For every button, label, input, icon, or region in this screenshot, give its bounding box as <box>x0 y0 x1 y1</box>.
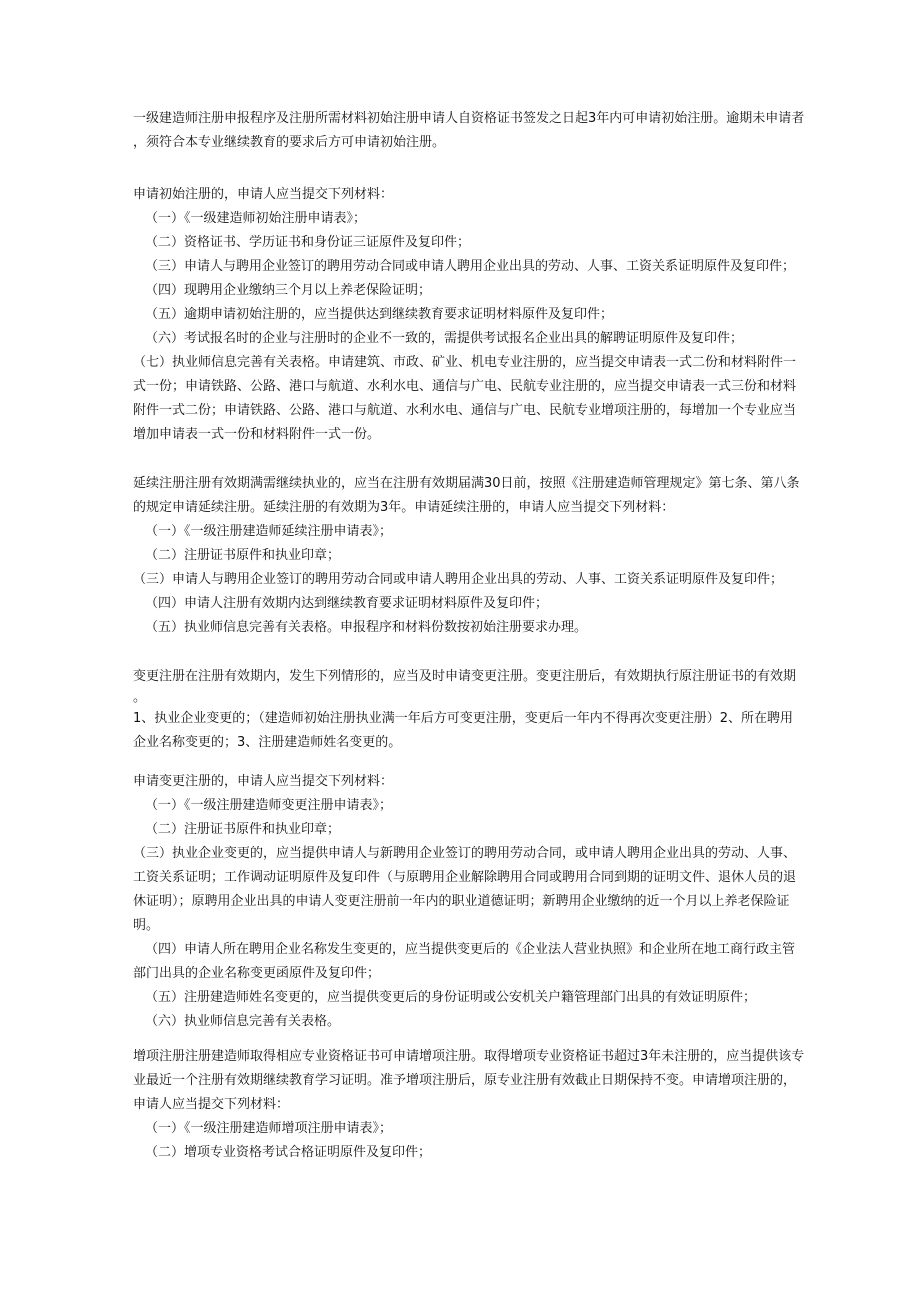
list-item: （六）考试报名时的企业与注册时的企业不一致的，需提供考试报名企业出具的解聘证明原件及复印件； <box>145 331 744 346</box>
text-line: ，须符合本专业继续教育的要求后方可申请初始注册。 <box>133 135 446 150</box>
change-materials-section <box>133 770 797 1034</box>
text-line: 增加申请表一式一份和材料附件一式一份。 <box>133 427 381 442</box>
text-line: 一级建造师注册申报程序及注册所需材料初始注册申请人自资格证书签发之日起3年内可申请初始注册。逾期未申请者 <box>133 111 805 126</box>
list-item: （七）执业师信息完善有关表格。申请建筑、市政、矿业、机电专业注册的，应当提交申请表一式二份和材料附件一 <box>133 355 797 370</box>
text-line: 的规定申请延续注册。延续注册的有效期为3年。申请延续注册的，申请人应当提交下列材料： <box>133 500 675 515</box>
list-item: （三）申请人与聘用企业签订的聘用劳动合同或申请人聘用企业出具的劳动、人事、工资关系证明原件及复印件； <box>145 259 796 274</box>
text-line: 增项注册注册建造师取得相应专业资格证书可申请增项注册。取得增项专业资格证书超过3年未注册的，应当提供该专 <box>133 1049 805 1064</box>
text-line: 式一份；申请铁路、公路、港口与航道、水利水电、通信与广电、民航专业注册的，应当提交申请表一式三份和材料 <box>133 379 797 394</box>
intro-paragraph <box>133 107 805 155</box>
list-item: （二）注册证书原件和执业印章； <box>145 548 341 563</box>
list-item: （四）申请人所在聘用企业名称发生变更的，应当提供变更后的《企业法人营业执照》和企业所在地工商行政主管 <box>145 942 796 957</box>
list-item: （二）注册证书原件和执业印章； <box>145 822 341 837</box>
text-line: 1、执业企业变更的；（建造师初始注册执业满一年后方可变更注册，变更后一年内不得再次变更注册）2、所在聘用 <box>133 711 794 726</box>
text-line: 申请人应当提交下列材料： <box>133 1097 290 1112</box>
section-heading: 申请初始注册的，申请人应当提交下列材料： <box>133 187 394 202</box>
text-line: 部门出具的企业名称变更函原件及复印件； <box>133 966 381 981</box>
list-item: （一）《一级注册建造师变更注册申请表》； <box>145 798 393 813</box>
list-item: （五）注册建造师姓名变更的，应当提供变更后的身份证明或公安机关户籍管理部门出具的有效证明原件； <box>145 990 757 1005</box>
list-item: （一）《一级注册建造师增项注册申请表》； <box>145 1121 393 1136</box>
text-line: 明。 <box>133 918 160 933</box>
renewal-section <box>133 472 800 640</box>
text-line: 休证明）；原聘用企业出具的申请人变更注册前一年内的职业道德证明；新聘用企业缴纳的近一个月以上养老保险证 <box>133 894 790 909</box>
text-line: 延续注册注册有效期满需继续执业的，应当在注册有效期届满30日前，按照《注册建造师管理规定》第七条、第八条 <box>133 476 800 491</box>
text-line: 附件一式二份；申请铁路、公路、港口与航道、水利水电、通信与广电、民航专业增项注册的，每增加一个专业应当 <box>133 403 797 418</box>
list-item: （二）增项专业资格考试合格证明原件及复印件； <box>145 1145 432 1160</box>
list-item: （一）《一级建造师初始注册申请表》； <box>145 211 367 226</box>
text-line: 变更注册在注册有效期内，发生下列情形的，应当及时申请变更注册。变更注册后，有效期执行原注册证书的有效期 <box>133 669 797 684</box>
list-item: （三）申请人与聘用企业签订的聘用劳动合同或申请人聘用企业出具的劳动、人事、工资关系证明原件及复印件； <box>133 572 784 587</box>
list-item: （六）执业师信息完善有关表格。 <box>145 1014 341 1029</box>
text-line: 业最近一个注册有效期继续教育学习证明。准予增项注册后，原专业注册有效截止日期保持不变。申请增项注册的， <box>133 1073 797 1088</box>
change-registration-section <box>133 665 797 755</box>
section-heading: 申请变更注册的，申请人应当提交下列材料： <box>133 774 394 789</box>
text-line: 企业名称变更的；3、注册建造师姓名变更的。 <box>133 735 402 750</box>
list-item: （五）执业师信息完善有关表格。申报程序和材料份数按初始注册要求办理。 <box>145 620 588 635</box>
list-item: （一）《一级注册建造师延续注册申请表》； <box>145 524 393 539</box>
list-item: （三）执业企业变更的，应当提供申请人与新聘用企业签订的聘用劳动合同，或申请人聘用企业出具的劳动、人事、 <box>133 846 797 861</box>
list-item: （四）申请人注册有效期内达到继续教育要求证明材料原件及复印件； <box>145 596 549 611</box>
initial-registration-section <box>133 183 797 447</box>
text-line: 。 <box>133 690 147 705</box>
list-item: （四）现聘用企业缴纳三个月以上养老保险证明； <box>145 283 432 298</box>
addition-registration-section <box>133 1045 805 1165</box>
text-line: 工资关系证明；工作调动证明原件及复印件（与原聘用企业解除聘用合同或聘用合同到期的证明文件、退休人员的退 <box>133 870 797 885</box>
list-item: （二）资格证书、学历证书和身份证三证原件及复印件； <box>145 235 471 250</box>
list-item: （五）逾期申请初始注册的，应当提供达到继续教育要求证明材料原件及复印件； <box>145 307 614 322</box>
